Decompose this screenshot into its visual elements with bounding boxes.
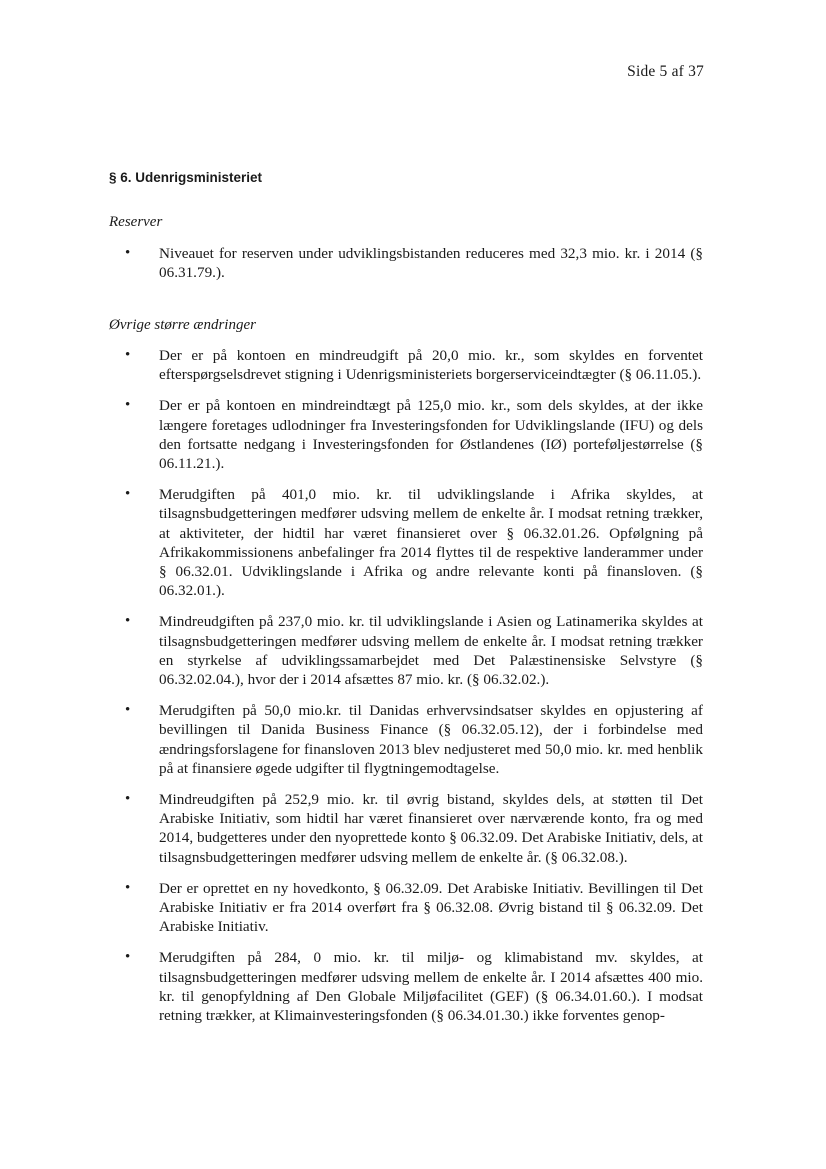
subheading-reserver: Reserver	[109, 214, 163, 230]
list-item-text: Der er på kontoen en mindreudgift på 20,0 mio. kr., som skyldes en forventet efterspørgselsdrevet stigning i Udenrigsministeriets borgerserviceindtægter (§ 06.11.05.).	[159, 347, 703, 384]
bullet-icon: •	[125, 486, 131, 503]
list-item-text: Merudgiften på 50,0 mio.kr. til Danidas erhvervsindsatser skyldes en opjustering af bevillingen til Danida Business Finance (§ 06.32.05.12), der i forbindelse med ændringsforslagene for finansloven 2013 blev nedjusteret med 50,0 mio. kr. med henblik på at finansiere øgede udgifter til flygtningemodtagelse.	[159, 702, 703, 777]
page-number: Side 5 af 37	[627, 63, 704, 80]
list-item-text: Der er oprettet en ny hovedkonto, § 06.32.09. Det Arabiske Initiativ. Bevillingen til Det Arabiske Initiativ er fra 2014 overført fra § 06.32.08. Øvrig bistand til § 06.32.09. Det Arabiske Initiativ.	[159, 879, 703, 936]
list-item	[109, 396, 703, 473]
bullet-icon: •	[125, 397, 131, 414]
bullet-icon: •	[125, 702, 131, 719]
subheading-ovrige: Øvrige større ændringer	[109, 317, 256, 333]
list-item	[109, 790, 703, 867]
bullet-icon: •	[125, 791, 131, 808]
bullet-icon: •	[125, 949, 131, 966]
bullet-icon: •	[125, 879, 131, 896]
bullet-icon: •	[125, 613, 131, 630]
list-item-text: Merudgiften på 401,0 mio. kr. til udviklingslande i Afrika skyldes, at tilsagnsbudgetteringen medfører udsving mellem de enkelte år. I modsat retning trækker, at aktiviteter, der hidtil har været finansieret over § 06.32.01.26. Opfølgning på Afrikakommissionens anbefalinger fra 2014 flyttes til de respektive landerammer under § 06.32.01. Udviklingslande i Afrika og andre relevante konti på finansloven. (§ 06.32.01.).	[159, 486, 703, 600]
list-item	[109, 701, 703, 778]
list-item	[109, 244, 703, 282]
list-item	[109, 346, 703, 384]
list-item-text: Mindreudgiften på 252,9 mio. kr. til øvrig bistand, skyldes dels, at støtten til Det Arabiske Initiativ, som hidtil har været finansieret over nærværende konto, fra og med 2014, budgetteres under den nyoprettede konto § 06.32.09. Det Arabiske Initiativ, dels, at tilsagnsbudgetteringen medfører udsving mellem de enkelte år. (§ 06.32.08.).	[159, 791, 703, 866]
reserver-list	[109, 244, 703, 294]
section-heading: § 6. Udenrigsministeriet	[109, 170, 263, 185]
list-item-text: Merudgiften på 284, 0 mio. kr. til miljø- og klimabistand mv. skyldes, at tilsagnsbudgetteringen medfører udsving mellem de enkelte år. I 2014 afsættes 400 mio. kr. til genopfyldning af Den Globale Miljøfacilitet (GEF) (§ 06.34.01.60.). I modsat retning trækker, at Klimainvesteringsfonden (§ 06.34.01.30.) ikke forventes genop-	[159, 949, 703, 1025]
bullet-icon: •	[125, 347, 131, 363]
ovrige-list	[109, 346, 703, 1037]
list-item-text: Der er på kontoen en mindreindtægt på 125,0 mio. kr., som dels skyldes, at der ikke længere foretages udlodninger fra Investeringsfonden for Udviklingslande (IFU) og dels den fortsatte nedgang i Investeringsfonden for Østlandenes (IØ) porteføljestørrelse (§ 06.11.21.).	[159, 397, 703, 473]
list-item	[109, 879, 703, 937]
bullet-icon: •	[125, 245, 131, 261]
list-item	[109, 612, 703, 689]
list-item	[109, 485, 703, 600]
list-item	[109, 948, 703, 1025]
list-item-text: Mindreudgiften på 237,0 mio. kr. til udviklingslande i Asien og Latinamerika skyldes at tilsagnsbudgetteringen medfører udsving mellem de enkelte år. I modsat retning trækker en styrkelse af udviklingssamarbejdet med Det Palæstinensiske Selvstyre (§ 06.32.02.04.), hvor der i 2014 afsættes 87 mio. kr. (§ 06.32.02.).	[159, 613, 703, 689]
list-item-text: Niveauet for reserven under udviklingsbistanden reduceres med 32,3 mio. kr. i 2014 (§ 06.31.79.).	[159, 245, 703, 282]
